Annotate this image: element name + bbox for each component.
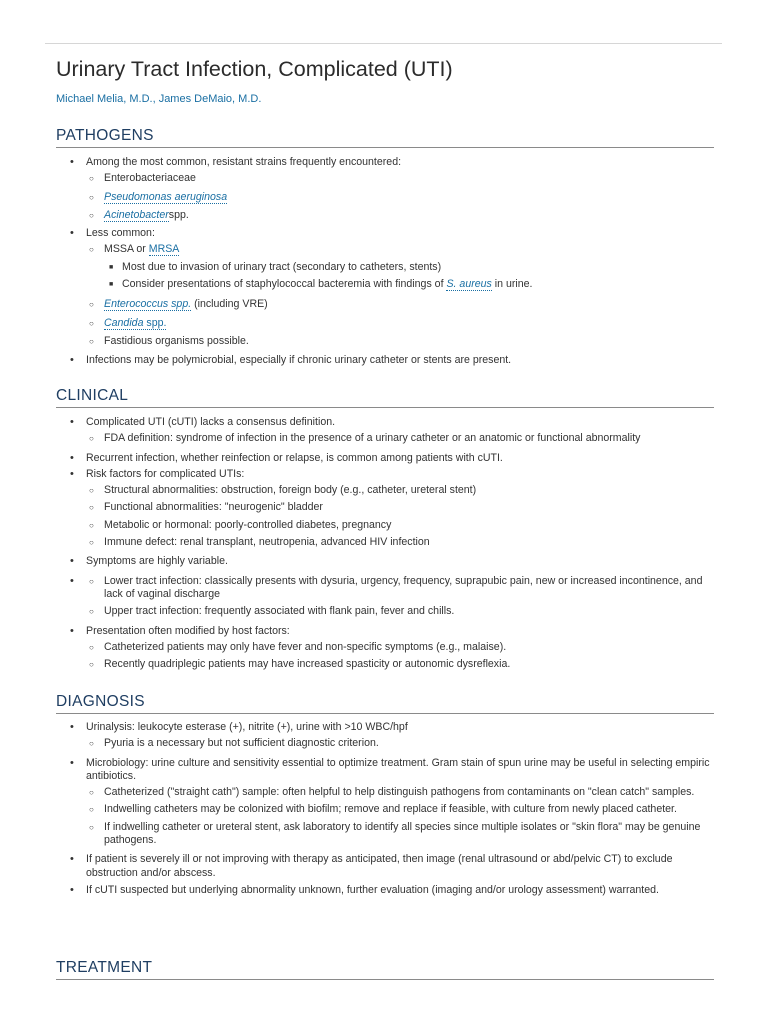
bullet-icon: •	[70, 467, 74, 480]
circle-bullet-icon: ○	[89, 805, 94, 815]
square-bullet-icon: ■	[109, 263, 114, 271]
circle-bullet-icon: ○	[89, 607, 94, 617]
list-item: ○ Recently quadriplegic patients may have increased spasticity or autonomic dysreflexia.	[89, 658, 511, 671]
list-item: ○ Fastidious organisms possible.	[89, 334, 249, 347]
list-item: • Symptoms are highly variable.	[70, 555, 228, 568]
pseudomonas-link[interactable]: Pseudomonas aeruginosa	[104, 190, 228, 203]
list-item: ○ Catheterized ("straight cath") sample: often helpful to help distinguish pathogens from contaminants on "clean catch" samples.	[89, 786, 695, 799]
list-item: • If patient is severely ill or not improving with therapy as anticipated, then image (renal ultrasound or abd/pelvic CT) to exclude obstruction and/or abscess.	[70, 853, 673, 879]
circle-bullet-icon: ○	[89, 660, 94, 670]
bullet-icon: •	[70, 883, 74, 896]
mrsa-link[interactable]: MRSA	[148, 243, 180, 256]
clinical-list	[56, 416, 714, 671]
diagnosis-list	[56, 721, 714, 897]
section-heading: DIAGNOSIS	[56, 693, 714, 714]
circle-bullet-icon: ○	[89, 520, 94, 530]
list-item: ■ Consider presentations of staphylococcal bacteremia with findings of S. aureus in urine.	[109, 278, 533, 291]
list-item: ○ Functional abnormalities: "neurogenic" bladder	[89, 501, 323, 514]
circle-bullet-icon: ○	[89, 788, 94, 798]
circle-bullet-icon: ○	[89, 192, 94, 202]
list-item	[56, 191, 714, 204]
section-clinical	[56, 387, 714, 671]
bullet-icon: •	[70, 451, 74, 464]
section-pathogens	[56, 127, 714, 368]
section-heading: TREATMENT	[56, 959, 714, 980]
bullet-icon: •	[70, 721, 74, 733]
list-item: • Presentation often modified by host factors:	[70, 624, 290, 637]
enterococcus-link[interactable]: Enterococcus spp.	[104, 298, 192, 311]
bullet-icon: •	[70, 555, 74, 568]
list-item: ○ Upper tract infection: frequently associated with flank pain, fever and chills.	[89, 605, 455, 618]
circle-bullet-icon: ○	[89, 434, 94, 444]
list-item: ○ Indwelling catheters may be colonized with biofilm; remove and replace if feasible, with culture from newly placed catheter.	[89, 803, 677, 816]
page-title: Urinary Tract Infection, Complicated (UTI)	[56, 57, 453, 81]
circle-bullet-icon: ○	[89, 300, 94, 310]
circle-bullet-icon: ○	[89, 642, 94, 652]
bullet-icon: •	[70, 416, 74, 428]
list-item: • Urinalysis: leukocyte esterase (+), nitrite (+), urine with >10 WBC/hpf	[70, 721, 408, 733]
bullet-icon: •	[70, 156, 74, 168]
s-aureus-link[interactable]: S. aureus	[446, 278, 492, 291]
list-item: ○ Pyuria is a necessary but not sufficient diagnostic criterion.	[89, 737, 379, 750]
list-item	[56, 317, 714, 330]
list-item: • Less common:	[70, 227, 155, 240]
circle-bullet-icon: ○	[89, 538, 94, 548]
list-item: • Recurrent infection, whether reinfection or relapse, is common among patients with cUTI.	[70, 451, 503, 464]
list-item: ■ Most due to invasion of urinary tract (secondary to catheters, stents)	[109, 260, 442, 273]
list-item: ○ Acinetobacterspp.	[89, 208, 189, 221]
bullet-icon: •	[70, 354, 74, 367]
list-item: • Risk factors for complicated UTIs:	[70, 467, 245, 480]
circle-bullet-icon: ○	[89, 486, 94, 496]
circle-bullet-icon: ○	[89, 739, 94, 749]
list-item: ○ If indwelling catheter or ureteral stent, ask laboratory to identify all species since multiple isolates or "skin flora" may be genuine pathogens.	[89, 820, 701, 847]
circle-bullet-icon: ○	[89, 503, 94, 513]
list-item: • Among the most common, resistant strains frequently encountered:	[70, 156, 402, 168]
top-divider	[45, 43, 722, 44]
list-item: • Infections may be polymicrobial, especially if chronic urinary catheter or stents are present.	[70, 354, 512, 367]
section-heading: PATHOGENS	[56, 127, 714, 148]
list-item: • Microbiology: urine culture and sensitivity essential to optimize treatment. Gram stain of spun urine may be useful in selecting empiric antibiotics.	[70, 756, 710, 782]
section-treatment	[56, 959, 714, 980]
list-item: • ○ Lower tract infection: classically presents with dysuria, urgency, frequency, suprapubic pain, new or increased incontinence, and lack of vaginal discharge	[70, 574, 703, 600]
list-item: ○ Immune defect: renal transplant, neutropenia, advanced HIV infection	[89, 536, 430, 549]
circle-bullet-icon: ○	[89, 245, 94, 255]
circle-bullet-icon: ○	[89, 318, 94, 328]
bullet-icon: •	[70, 853, 74, 866]
square-bullet-icon: ■	[109, 281, 114, 289]
list-item: • Complicated UTI (cUTI) lacks a consensus definition.	[70, 416, 336, 428]
list-item: ○ Structural abnormalities: obstruction, foreign body (e.g., catheter, ureteral stent)	[89, 484, 477, 497]
circle-bullet-icon: ○	[89, 210, 94, 220]
circle-bullet-icon: ○	[89, 174, 94, 184]
list-item: ○ Enterococcus spp. (including VRE)	[89, 298, 268, 311]
section-diagnosis	[56, 693, 714, 897]
list-item: ○ FDA definition: syndrome of infection in the presence of a urinary catheter or an anatomic or functional abnormality	[89, 432, 641, 445]
authors-link[interactable]: Michael Melia, M.D., James DeMaio, M.D.	[56, 93, 262, 105]
candida-link[interactable]: Candida spp.	[104, 316, 167, 329]
list-item: • If cUTI suspected but underlying abnormality unknown, further evaluation (imaging and/or urology assessment) warranted.	[70, 883, 659, 896]
bullet-icon: •	[70, 227, 74, 240]
list-item: ○ MSSA or MRSA	[89, 243, 180, 256]
circle-bullet-icon: ○	[89, 336, 94, 346]
pathogens-list	[56, 156, 714, 368]
list-item: ○ Enterobacteriaceae	[89, 172, 196, 185]
section-heading: CLINICAL	[56, 387, 714, 408]
circle-bullet-icon: ○	[89, 822, 94, 832]
acinetobacter-link[interactable]: Acinetobacter	[104, 208, 169, 221]
list-item: ○ Catheterized patients may only have fever and non-specific symptoms (e.g., malaise).	[89, 640, 507, 653]
bullet-icon: •	[70, 574, 74, 587]
list-item: ○ Metabolic or hormonal: poorly-controlled diabetes, pregnancy	[89, 518, 392, 531]
circle-bullet-icon: ○	[89, 576, 94, 586]
bullet-icon: •	[70, 624, 74, 637]
bullet-icon: •	[70, 756, 74, 769]
